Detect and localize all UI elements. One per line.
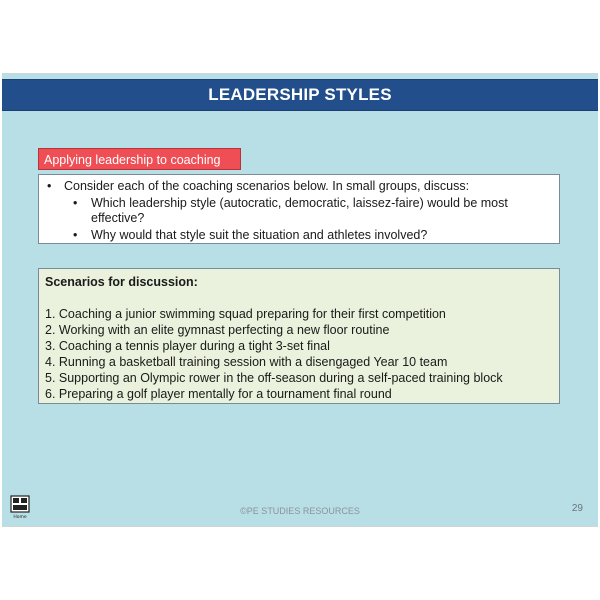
subtitle-text: Applying leadership to coaching: [44, 153, 221, 167]
instruction-sub-item: [47, 228, 551, 243]
scenario-item: 5. Supporting an Olympic rower in the off-season during a self-paced training block: [45, 371, 503, 385]
footer-copyright: ©PE STUDIES RESOURCES: [240, 506, 360, 516]
home-label: Home: [13, 515, 27, 519]
bullet-icon: •: [47, 179, 52, 193]
scenario-item: 4. Running a basketball training session with a disengaged Year 10 team: [45, 355, 448, 369]
instruction-main-text: Consider each of the coaching scenarios below. In small groups, discuss:: [64, 179, 470, 193]
bullet-icon: •: [73, 228, 78, 242]
slide: [2, 73, 598, 527]
scenario-item: 3. Coaching a tennis player during a tight 3-set final: [45, 339, 330, 353]
scenario-item: 1. Coaching a junior swimming squad preparing for their first competition: [45, 307, 446, 321]
instruction-sub-text: Which leadership style (autocratic, democratic, laissez-faire) would be most effective?: [91, 196, 508, 225]
scenario-item: 6. Preparing a golf player mentally for a tournament final round: [45, 387, 392, 401]
scenario-item: 2. Working with an elite gymnast perfecting a new floor routine: [45, 323, 390, 337]
scenarios-heading: Scenarios for discussion:: [45, 275, 198, 289]
instruction-main-row: [47, 179, 551, 194]
page-number: 29: [571, 503, 583, 514]
subtitle-box: [38, 148, 241, 170]
instructions-box: [38, 174, 560, 244]
slide-title: LEADERSHIP STYLES: [208, 85, 392, 104]
instruction-sub-text: Why would that style suit the situation and athletes involved?: [91, 228, 428, 242]
bullet-icon: •: [73, 196, 78, 210]
instruction-sub-item: [47, 196, 551, 226]
scenarios-box: [38, 268, 560, 404]
slide-title-bar: [2, 79, 598, 111]
